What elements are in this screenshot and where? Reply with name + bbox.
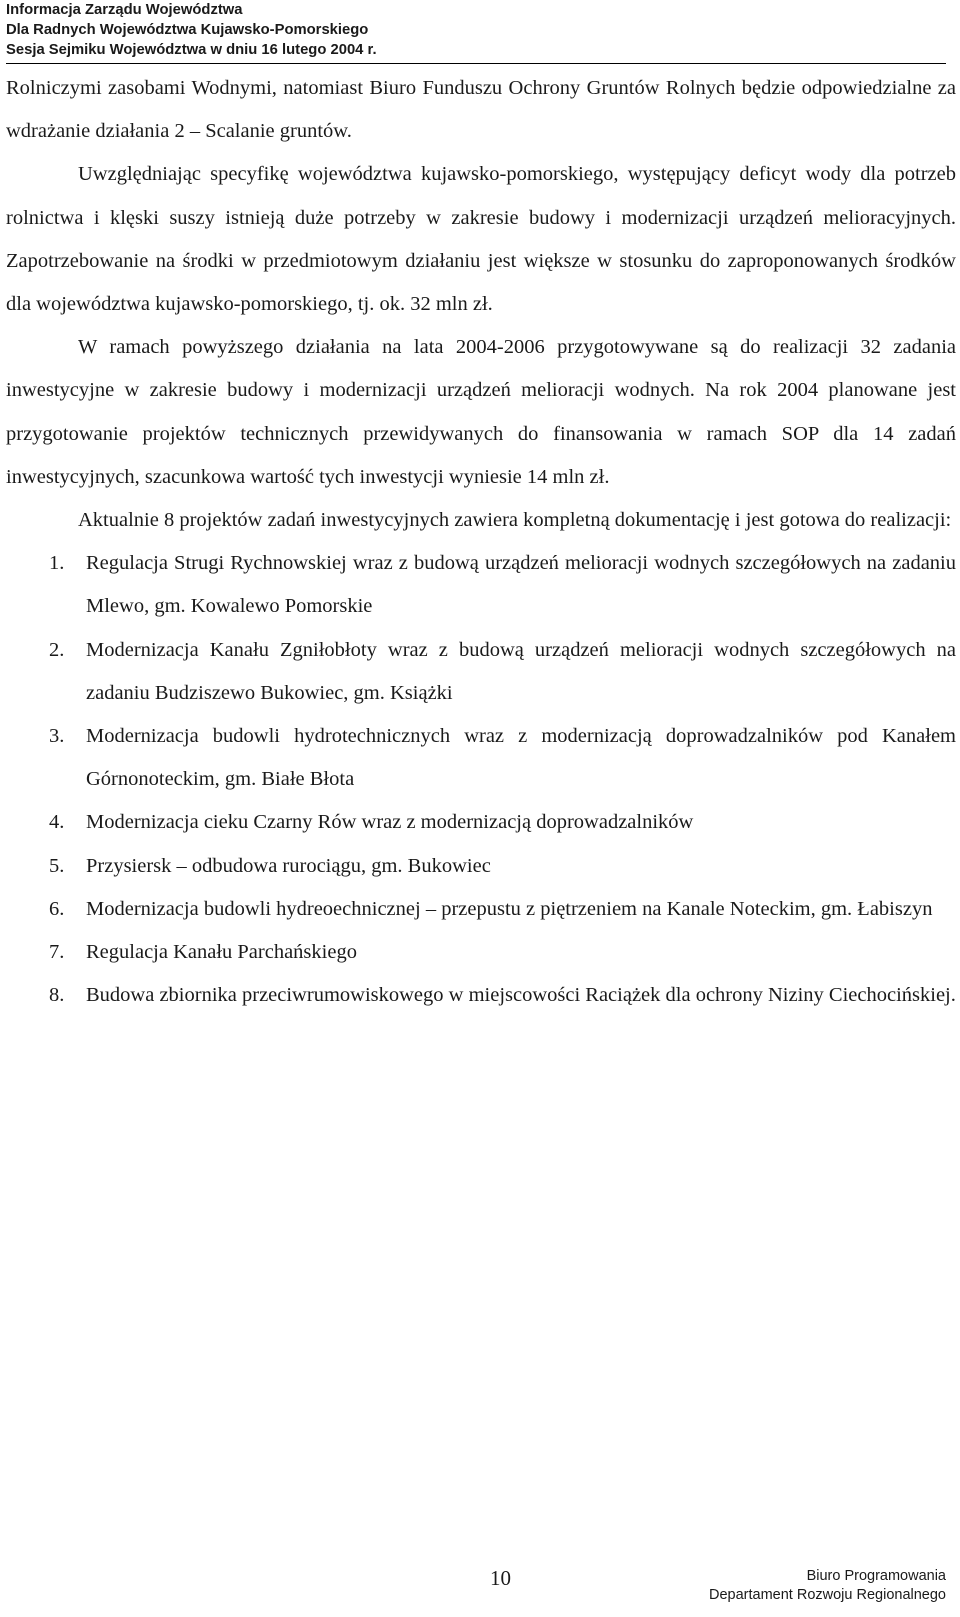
- list-item: [6, 974, 956, 1017]
- list-item-number: 8.: [49, 984, 65, 1007]
- list-item: [6, 888, 956, 931]
- list-item-text: Modernizacja cieku Czarny Rów wraz z modernizacją doprowadzalników: [86, 811, 694, 834]
- list-item-number: 6.: [49, 897, 65, 920]
- list-item-number: 1.: [49, 552, 65, 575]
- list-item: [6, 715, 956, 801]
- paragraph-1: Rolniczymi zasobami Wodnymi, natomiast Biuro Funduszu Ochrony Gruntów Rolnych będzie odpowiedzialne za wdrażanie działania 2 – Scalanie gruntów.: [6, 77, 956, 143]
- header-title: Informacja Zarządu Województwa: [6, 2, 243, 18]
- paragraph-3: W ramach powyższego działania na lata 2004-2006 przygotowywane są do realizacji 32 zadania inwestycyjne w zakresie budowy i modernizacji urządzeń melioracji wodnych. Na rok 2004 planowane jest przygotowanie projektów technicznych przewidywanych do finansowania w ramach SOP dla 14 zadań inwestycyjnych, szacunkowa wartość tych inwestycji wyniesie 14 mln zł.: [6, 336, 956, 488]
- footer-department-name: Departament Rozwoju Regionalnego: [709, 1586, 946, 1603]
- paragraph-2: Uwzględniając specyfikę województwa kujawsko-pomorskiego, występujący deficyt wody dla potrzeb rolnictwa i klęski suszy istnieją duże potrzeby w zakresie budowy i modernizacji urządzeń melioracyjnych. Zapotrzebowanie na środki w przedmiotowym działaniu jest większe w stosunku do zaproponowanych środków dla województwa kujawsko-pomorskiego, tj. ok. 32 mln zł.: [6, 163, 956, 316]
- list-item-number: 7.: [49, 941, 65, 964]
- list-item: [6, 931, 956, 974]
- list-item-number: 2.: [49, 638, 65, 661]
- list-item-text: Regulacja Kanału Parchańskiego: [86, 941, 357, 964]
- list-item-number: 5.: [49, 854, 65, 877]
- document-body: [6, 67, 956, 1017]
- list-item: [6, 801, 956, 844]
- list-item-text: Przysiersk – odbudowa rurociągu, gm. Bukowiec: [86, 854, 491, 877]
- header-audience: Dla Radnych Województwa Kujawsko-Pomorskiego: [6, 22, 369, 38]
- list-item: [6, 845, 956, 888]
- list-item-text: Modernizacja budowli hydrotechnicznych wraz z modernizacją doprowadzalników pod Kanałem Górnonoteckim, gm. Białe Błota: [86, 725, 956, 791]
- footer-office: Biuro Programowania: [806, 1568, 946, 1584]
- footer-department: [709, 1567, 946, 1604]
- list-item-text: Regulacja Strugi Rychnowskiej wraz z budową urządzeń melioracji wodnych szczegółowych na zadaniu Mlewo, gm. Kowalewo Pomorskie: [86, 552, 956, 618]
- list-item-number: 4.: [49, 811, 65, 834]
- list-item: [6, 629, 956, 715]
- document-header: [6, 0, 946, 64]
- list-item-text: Budowa zbiornika przeciwrumowiskowego w miejscowości Raciążek dla ochrony Niziny Ciechocińskiej.: [86, 984, 956, 1007]
- page-number: 10: [490, 1566, 511, 1590]
- investment-list: [6, 542, 956, 1017]
- list-item-number: 3.: [49, 725, 65, 748]
- list-item: [6, 542, 956, 628]
- paragraph-4: Aktualnie 8 projektów zadań inwestycyjnych zawiera kompletną dokumentację i jest gotowa do realizacji:: [78, 509, 952, 532]
- header-session: Sesja Sejmiku Województwa w dniu 16 lutego 2004 r.: [6, 42, 377, 58]
- list-item-text: Modernizacja Kanału Zgniłobłoty wraz z budową urządzeń melioracji wodnych szczegółowych na zadaniu Budziszewo Bukowiec, gm. Książki: [86, 638, 956, 704]
- list-item-text: Modernizacja budowli hydreoechnicznej – przepustu z piętrzeniem na Kanale Noteckim, gm. Łabiszyn: [86, 897, 933, 920]
